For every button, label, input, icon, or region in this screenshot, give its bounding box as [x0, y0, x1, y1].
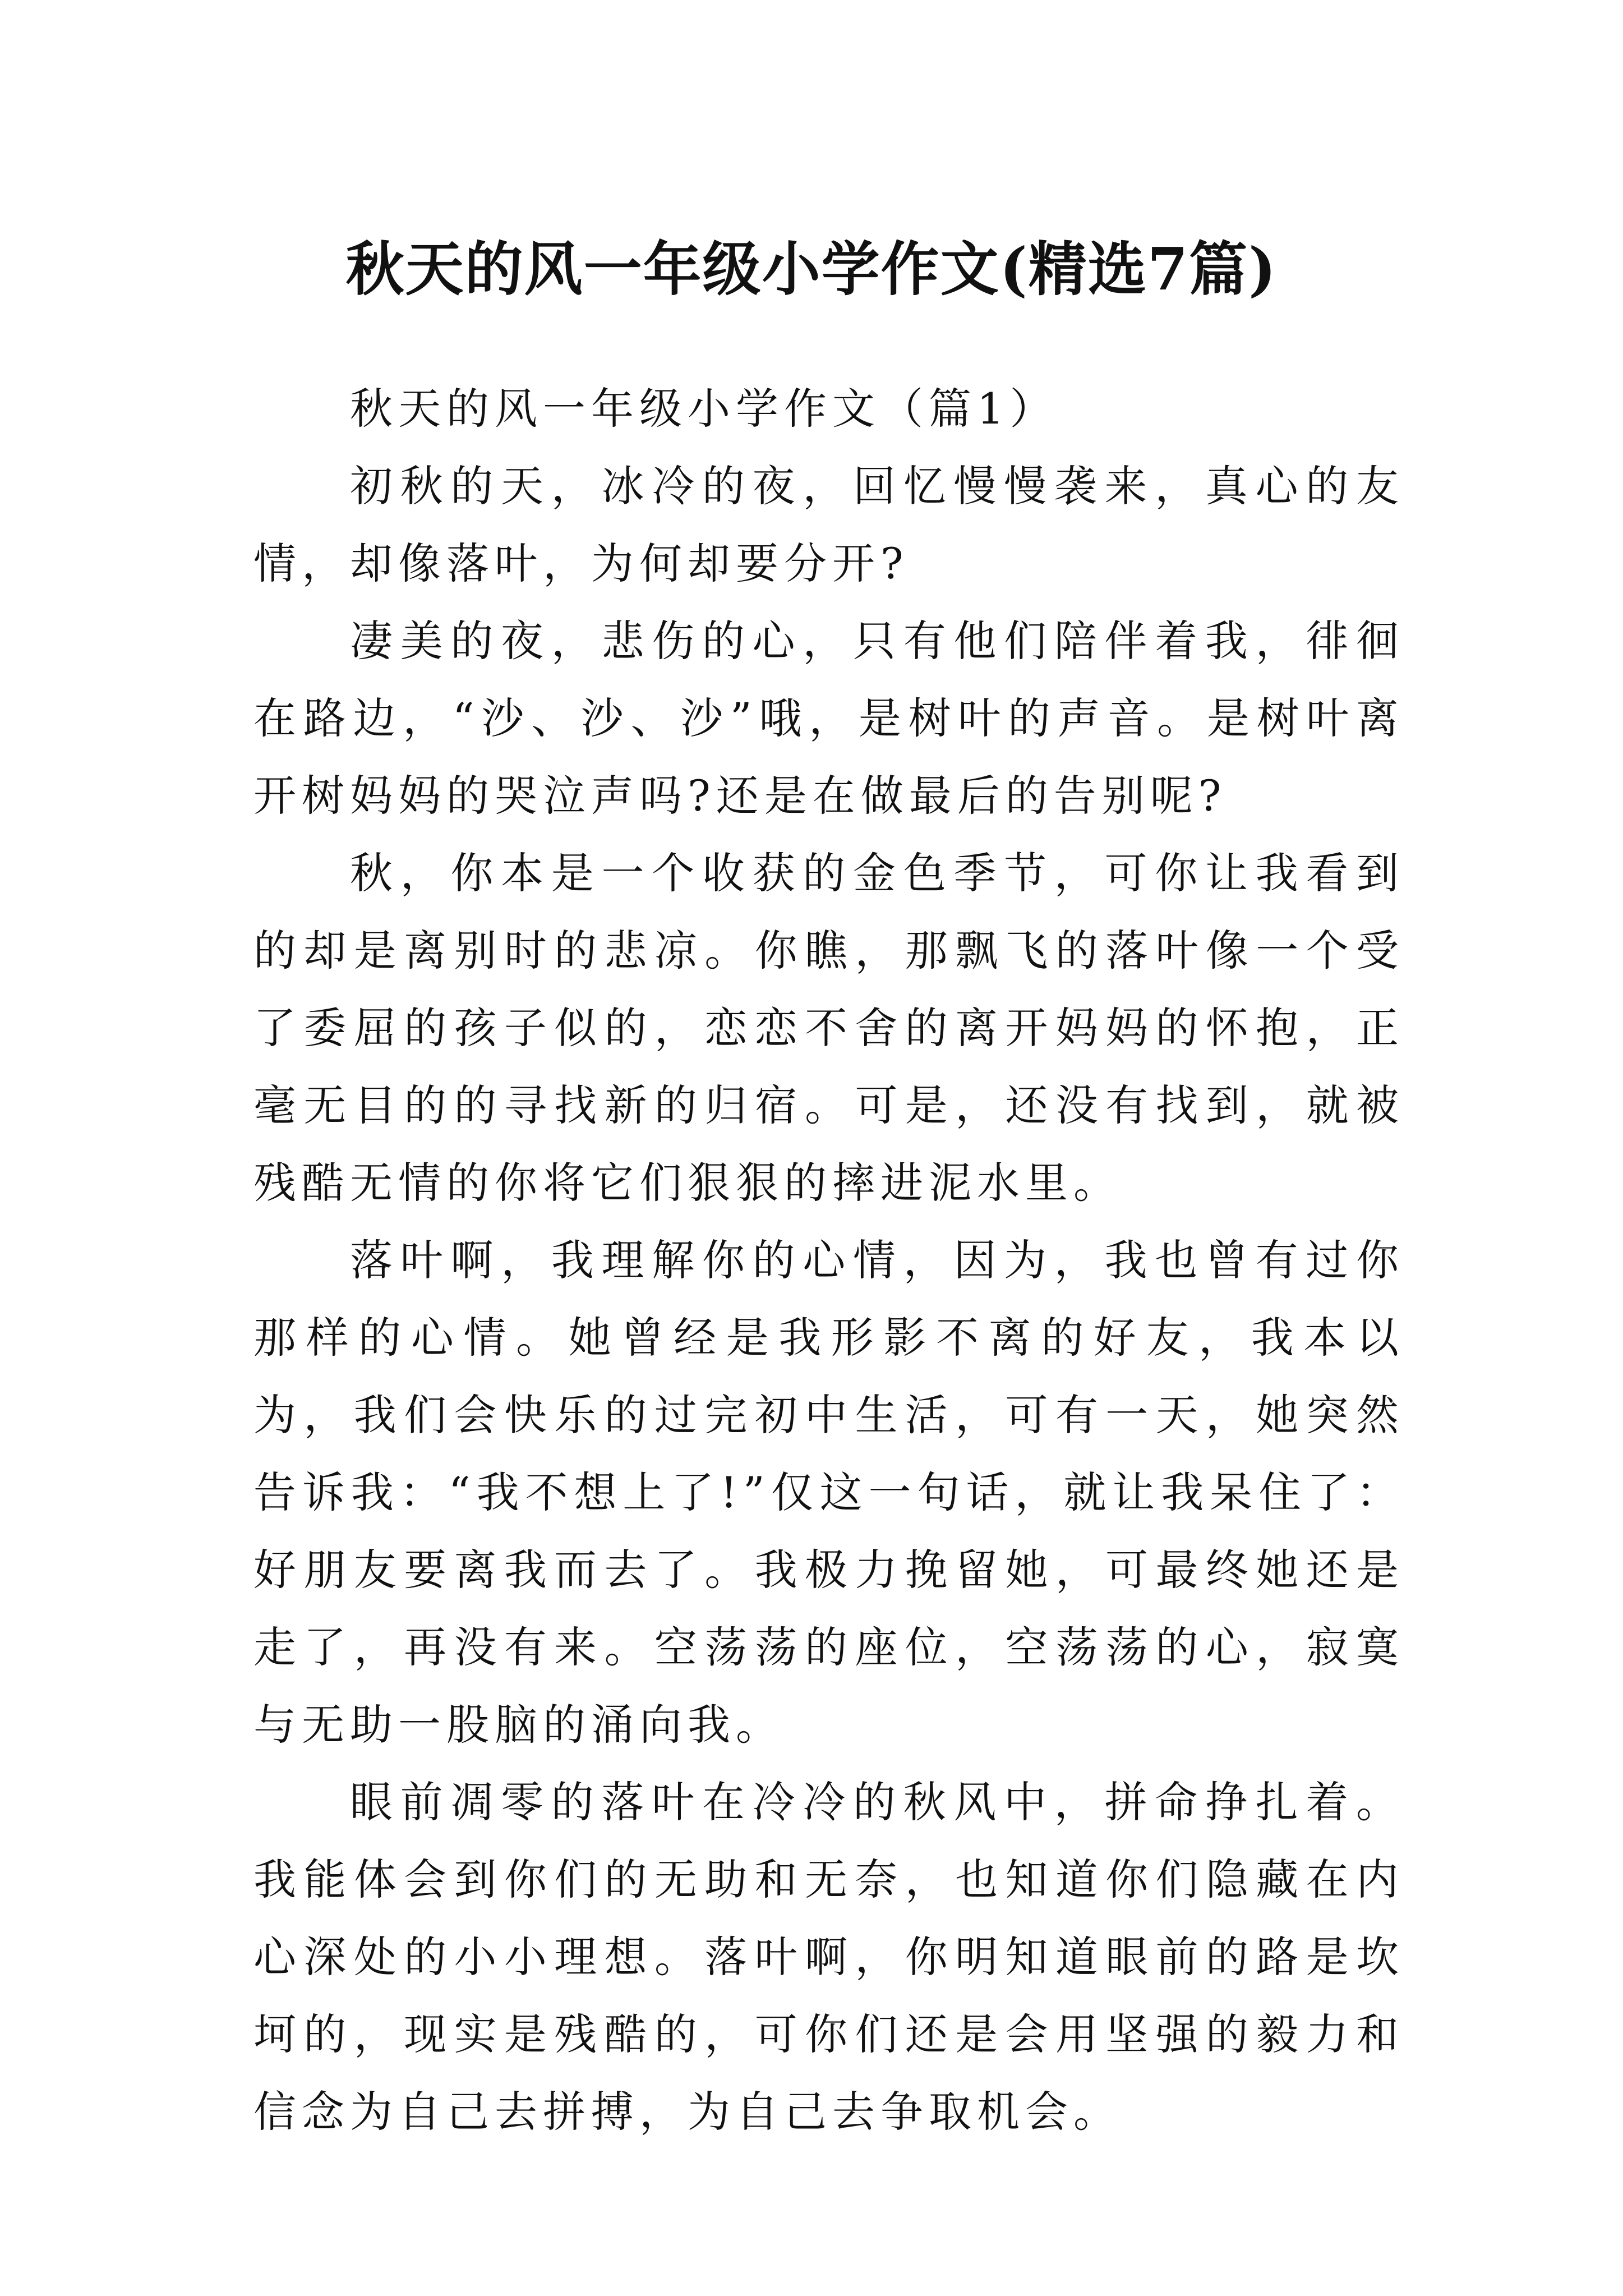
paragraph-5: 眼前凋零的落叶在冷冷的秋风中，拼命挣扎着。我能体会到你们的无助和无奈，也知道你们隐藏在内心深处的小小理想。落叶啊，你明知道眼前的路是坎坷的，现实是残酷的，可你们还是会用坚强的毅力和信念为自己去拼搏，为自己去争取机会。 [253, 1777, 1404, 2137]
paragraph-4: 落叶啊，我理解你的心情，因为，我也曾有过你那样的心情。她曾经是我形影不离的好友，我本以为，我们会快乐的过完初中生活，可有一天，她突然告诉我：“我不想上了!”仅这一句话，就让我呆住了：好朋友要离我而去了。我极力挽留她，可最终她还是走了，再没有来。空荡荡的座位，空荡荡的心，寂寞与无助一股脑的涌向我。 [253, 1235, 1404, 1750]
document-body [253, 370, 1404, 2151]
paragraph-1: 初秋的天，冰冷的夜，回忆慢慢袭来，真心的友情，却像落叶，为何却要分开? [253, 461, 1404, 588]
paragraph-3: 秋，你本是一个收获的金色季节，可你让我看到的却是离别时的悲凉。你瞧，那飘飞的落叶像一个受了委屈的孩子似的，恋恋不舍的离开妈妈的怀抱，正毫无目的的寻找新的归宿。可是，还没有找到，就被残酷无情的你将它们狠狠的摔进泥水里。 [253, 848, 1404, 1208]
document-title: 秋天的风一年级小学作文(精选7篇) [345, 234, 1278, 303]
paragraph-2: 凄美的夜，悲伤的心，只有他们陪伴着我，徘徊在路边，“沙、沙、沙”哦，是树叶的声音。是树叶离开树妈妈的哭泣声吗?还是在做最后的告别呢? [253, 616, 1404, 821]
section-heading: 秋天的风一年级小学作文（篇1） [350, 384, 1058, 434]
